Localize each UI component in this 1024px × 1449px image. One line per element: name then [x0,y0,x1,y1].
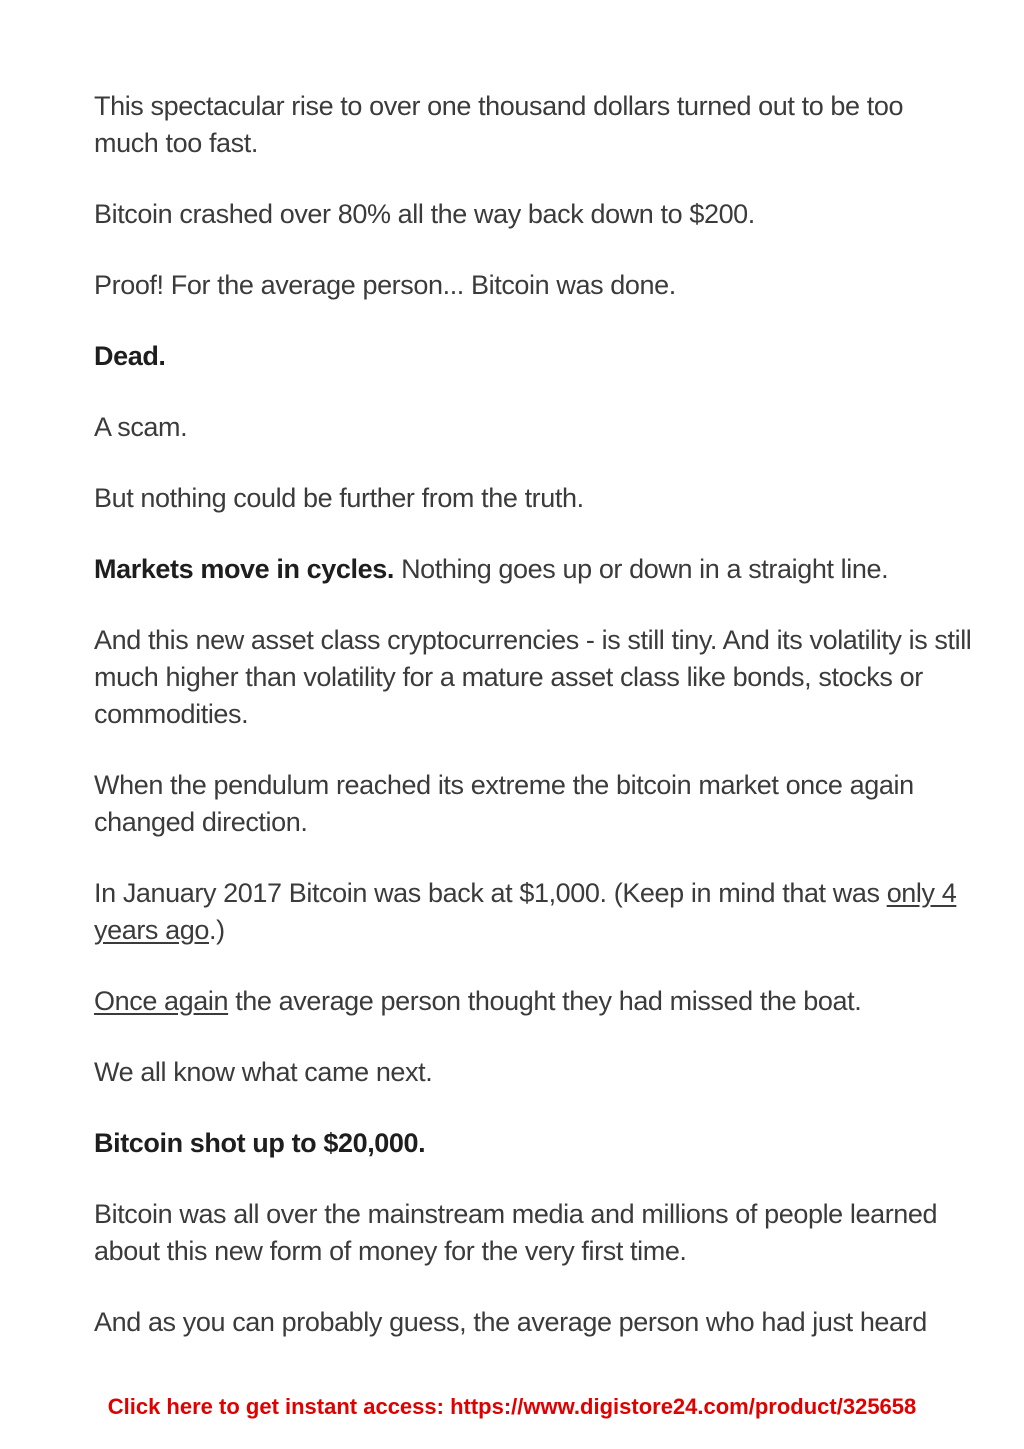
paragraph-7-rest: Nothing goes up or down in a straight line. [393,554,889,584]
document-body [94,88,974,1375]
paragraph-11 [94,983,974,1020]
bold-text-dead: Dead. [94,341,166,371]
paragraph-9: When the pendulum reached its extreme the bitcoin market once again changed direction. [94,770,914,837]
underlined-text-only-4-years-ago: only 4 years ago [94,878,957,945]
paragraph-14: Bitcoin was all over the mainstream media and millions of people learned about this new form of money for the very first time. [94,1199,938,1266]
paragraph-6: But nothing could be further from the truth. [94,483,584,513]
paragraph-10 [94,875,974,949]
paragraph-15: And as you can probably guess, the average person who had just heard [94,1307,927,1337]
paragraph-3: Proof! For the average person... Bitcoin was done. [94,270,676,300]
paragraph-4 [94,338,974,375]
paragraph-12: We all know what came next. [94,1057,433,1087]
instant-access-link[interactable]: Click here to get instant access: https://www.digistore24.com/product/325658 [107,1394,917,1419]
paragraph-5: A scam. [94,412,188,442]
paragraph-11-rest: the average person thought they had missed the boat. [228,986,862,1016]
paragraph-8: And this new asset class cryptocurrencies - is still tiny. And its volatility is still much higher than volatility for a mature asset class like bonds, stocks or commodities. [94,625,972,729]
paragraph-1: This spectacular rise to over one thousand dollars turned out to be too much too fast. [94,91,904,158]
underlined-text-once-again: Once again [94,986,229,1016]
paragraph-10-end: .) [208,915,225,945]
bold-text-markets: Markets move in cycles. [94,554,394,584]
paragraph-13 [94,1125,974,1162]
paragraph-2: Bitcoin crashed over 80% all the way back down to $200. [94,199,755,229]
bold-text-bitcoin-shot-up: Bitcoin shot up to $20,000. [94,1128,426,1158]
paragraph-10-start: In January 2017 Bitcoin was back at $1,000. (Keep in mind that was [94,878,887,908]
paragraph-7 [94,551,974,588]
